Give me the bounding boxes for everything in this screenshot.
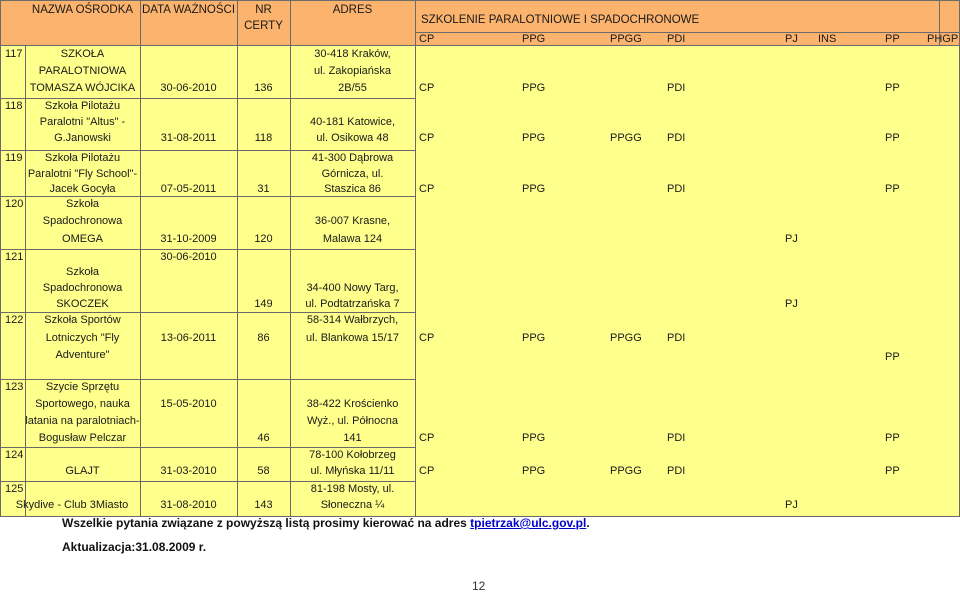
row-addr: 30-418 Kraków, [314,48,391,60]
row-training: PDI [667,183,686,195]
row-no: 125 [5,483,24,495]
row-no: 121 [5,251,24,263]
training-col-pdi: PDI [667,33,686,45]
header-address: ADRES [332,4,373,16]
row-date: 15-05-2010 [160,398,217,410]
trainings-title: SZKOLENIE PARALOTNIOWE I SPADOCHRONOWE [421,14,700,26]
row-training: PDI [667,432,686,444]
row-training: PP [885,465,900,477]
row-date: 31-08-2011 [160,132,217,144]
footer-note-dot: . [586,516,590,530]
row-training: PPG [522,183,546,195]
row-training: PP [885,183,900,195]
row-no: 124 [5,449,24,461]
row-name: TOMASZA WÓJCIKA [29,82,136,94]
row-no: 120 [5,198,24,210]
page-number: 12 [472,579,486,593]
row-name: Spadochronowa [42,215,123,227]
training-subheader-band [415,32,960,46]
row-nr: 136 [254,82,273,94]
row-name: SKOCZEK [56,298,109,310]
row-nr: 86 [257,332,270,344]
row-training: PP [885,432,900,444]
row-date: 30-06-2010 [160,251,217,263]
row-name: Paralotni "Fly School"- [27,168,138,180]
row-training: CP [419,465,435,477]
row-date: 07-05-2011 [160,183,217,195]
row-addr: Staszica 86 [324,183,381,195]
row-addr: 41-300 Dąbrowa [311,152,394,164]
training-col-ins: INS [818,33,837,45]
row-no: 123 [5,381,24,393]
row-name: Szkoła Sportów [44,314,121,326]
row-name: Bogusław Pelczar [38,432,127,444]
row-name: Szycie Sprzętu [45,381,120,393]
training-col-phgp: PHGP [927,33,959,45]
row-training: PDI [667,132,686,144]
row-addr: Słoneczna ¼ [320,499,385,511]
row-addr: ul. Blankowa 15/17 [306,332,399,344]
row-training: PP [885,351,900,363]
row-addr: 36-007 Krasne, [314,215,391,227]
row-training: PPG [522,132,546,144]
row-name: Szkoła [65,266,100,278]
row-name: Jacek Gocyła [49,183,116,195]
row-training: CP [419,82,435,94]
row-training: CP [419,183,435,195]
row-training: PPGG [610,465,642,477]
row-addr: 141 [343,432,362,444]
row-name: Szkoła [65,198,100,210]
row-name: GLAJT [65,465,100,477]
header-name: NAZWA OŚRODKA [31,4,134,16]
row-no: 117 [5,48,23,60]
row-training: CP [419,132,435,144]
row-training: PPG [522,332,546,344]
row-name: Szkoła Pilotażu [44,152,121,164]
row-no: 119 [5,152,23,164]
row-name: latania na paralotniach- [25,415,140,427]
row-date: 31-03-2010 [160,465,217,477]
row-addr: Malawa 124 [322,233,383,245]
contact-email-link[interactable]: tpietrzak@ulc.gov.pl [470,516,587,530]
row-name: Adventure" [55,349,110,361]
row-training: PPG [522,465,546,477]
row-name: Paralotni "Altus" - [39,116,126,128]
update-date: Aktualizacja:31.08.2009 r. [62,540,207,554]
row-training: PPG [522,432,546,444]
training-col-ppgg: PPGG [610,33,642,45]
row-addr: ul. Młyńska 11/11 [310,465,395,477]
row-name: Sportowego, nauka [35,398,130,410]
row-addr: ul. Osikowa 48 [316,132,389,144]
row-addr: 58-314 Wałbrzych, [306,314,399,326]
row-addr: 2B/55 [338,82,367,94]
row-training: PJ [785,499,798,511]
row-name: Spadochronowa [42,282,123,294]
row-no: 118 [5,100,23,112]
row-name: SZKOŁA [60,48,105,60]
row-nr: 46 [257,432,270,444]
row-training: PDI [667,465,686,477]
row-training: PP [885,82,900,94]
training-col-pp: PP [885,33,900,45]
row-nr: 143 [254,499,273,511]
header-valid: DATA WAŻNOŚCI [141,4,236,16]
row-addr: 38-422 Krościenko [306,398,399,410]
row-nr: 118 [254,132,273,144]
row-nr: 58 [257,465,270,477]
row-date: 31-10-2009 [160,233,217,245]
row-training: PDI [667,82,686,94]
row-training: PPG [522,82,546,94]
row-no: 122 [5,314,24,326]
row-date: 13-06-2011 [160,332,217,344]
footer-note-text: Wszelkie pytania związane z powyższą listą prosimy kierować na adres [62,516,467,530]
row-training: PP [885,132,900,144]
row-training: PPGG [610,332,642,344]
row-addr: 40-181 Katowice, [310,116,395,128]
footer-note [62,517,590,530]
row-name: G.Janowski [54,132,111,144]
row-name: PARALOTNIOWA [38,65,127,77]
row-training: CP [419,332,435,344]
row-nr: 149 [254,298,273,310]
row-training: PJ [785,233,798,245]
row-addr: 78-100 Kołobrzeg [309,449,396,461]
header-nr: NR [255,4,272,16]
row-training: PJ [785,298,798,310]
row-date: 31-08-2010 [160,499,217,511]
row-addr: ul. Podtatrzańska 7 [305,298,400,310]
row-name: OMEGA [62,233,103,245]
row-addr: ul. Zakopiańska [313,65,392,77]
row-addr: Górnicza, ul. [321,168,384,180]
row-training: PDI [667,332,686,344]
row-addr: Wyż., ul. Północna [307,415,398,427]
row-date: 30-06-2010 [160,82,217,94]
training-col-pj: PJ [785,33,798,45]
row-name: Lotniczych "Fly [45,332,120,344]
training-col-cp: CP [419,33,435,45]
row-name: Szkoła Pilotażu [44,100,121,112]
row-nr: 31 [257,183,270,195]
row-name: Skydive - Club 3Miasto [15,499,129,511]
row-addr: 34-400 Nowy Targ, [306,282,399,294]
training-col-ppg: PPG [522,33,546,45]
row-training: CP [419,432,435,444]
row-addr: 81-198 Mosty, ul. [310,483,395,495]
row-training: PPGG [610,132,642,144]
header-nr-certy: CERTY [244,20,283,32]
row-nr: 120 [254,233,273,245]
